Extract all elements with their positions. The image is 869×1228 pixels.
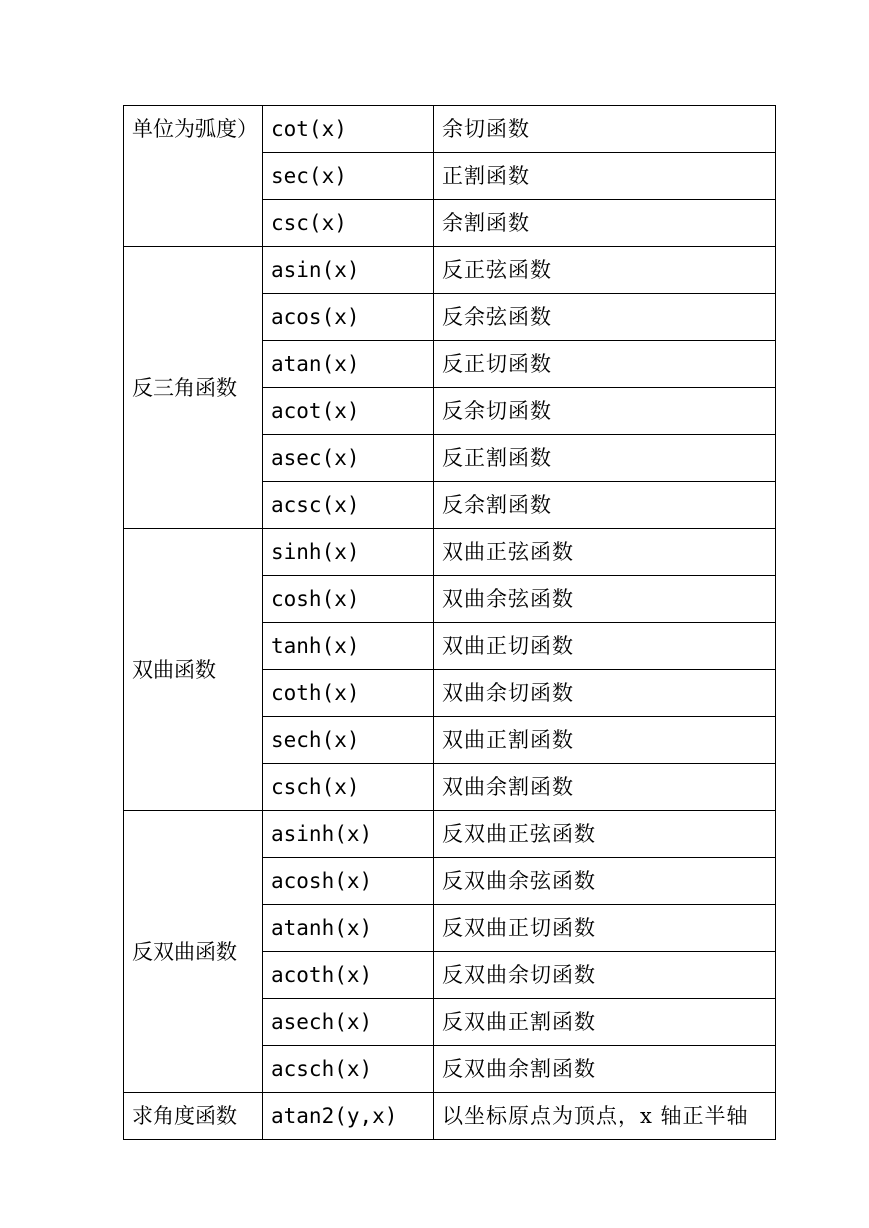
table-row: [124, 106, 776, 153]
function-cell: acos(x): [263, 294, 434, 341]
function-table-body: [124, 106, 776, 1140]
category-cell: 双曲函数: [124, 529, 263, 811]
function-cell: csch(x): [263, 764, 434, 811]
description-cell: 余切函数: [434, 106, 776, 153]
function-cell: acosh(x): [263, 858, 434, 905]
function-cell: sech(x): [263, 717, 434, 764]
category-cell: 单位为弧度）: [124, 106, 263, 247]
function-cell: asin(x): [263, 247, 434, 294]
function-cell: acoth(x): [263, 952, 434, 999]
function-cell: atan(x): [263, 341, 434, 388]
category-cell: 求角度函数: [124, 1093, 263, 1140]
description-cell: 反双曲余切函数: [434, 952, 776, 999]
function-cell: acsc(x): [263, 482, 434, 529]
function-cell: acot(x): [263, 388, 434, 435]
function-cell: cot(x): [263, 106, 434, 153]
description-cell: 反正切函数: [434, 341, 776, 388]
function-cell: sec(x): [263, 153, 434, 200]
table-row: [124, 1093, 776, 1140]
function-cell: asech(x): [263, 999, 434, 1046]
function-cell: atan2(y,x): [263, 1093, 434, 1140]
function-cell: cosh(x): [263, 576, 434, 623]
description-cell: 反余割函数: [434, 482, 776, 529]
description-cell: 双曲余切函数: [434, 670, 776, 717]
table-row: [124, 247, 776, 294]
function-table: [123, 105, 776, 1140]
description-cell: 余割函数: [434, 200, 776, 247]
function-cell: csc(x): [263, 200, 434, 247]
description-cell: 反双曲余割函数: [434, 1046, 776, 1093]
function-cell: atanh(x): [263, 905, 434, 952]
description-cell: 反正弦函数: [434, 247, 776, 294]
function-cell: coth(x): [263, 670, 434, 717]
category-cell: 反双曲函数: [124, 811, 263, 1093]
description-cell: 双曲正切函数: [434, 623, 776, 670]
category-cell: 反三角函数: [124, 247, 263, 529]
description-cell: 反余弦函数: [434, 294, 776, 341]
description-cell: 正割函数: [434, 153, 776, 200]
description-cell: 双曲余割函数: [434, 764, 776, 811]
description-cell: 反余切函数: [434, 388, 776, 435]
function-cell: asec(x): [263, 435, 434, 482]
description-cell: 反双曲余弦函数: [434, 858, 776, 905]
description-cell: 反正割函数: [434, 435, 776, 482]
table-row: [124, 529, 776, 576]
description-cell: 双曲正弦函数: [434, 529, 776, 576]
description-cell: 双曲正割函数: [434, 717, 776, 764]
function-cell: acsch(x): [263, 1046, 434, 1093]
function-cell: asinh(x): [263, 811, 434, 858]
description-cell: 以坐标原点为顶点，x 轴正半轴: [434, 1093, 776, 1140]
description-cell: 反双曲正割函数: [434, 999, 776, 1046]
description-cell: 反双曲正切函数: [434, 905, 776, 952]
description-cell: 反双曲正弦函数: [434, 811, 776, 858]
description-cell: 双曲余弦函数: [434, 576, 776, 623]
function-cell: sinh(x): [263, 529, 434, 576]
function-cell: tanh(x): [263, 623, 434, 670]
table-row: [124, 811, 776, 858]
